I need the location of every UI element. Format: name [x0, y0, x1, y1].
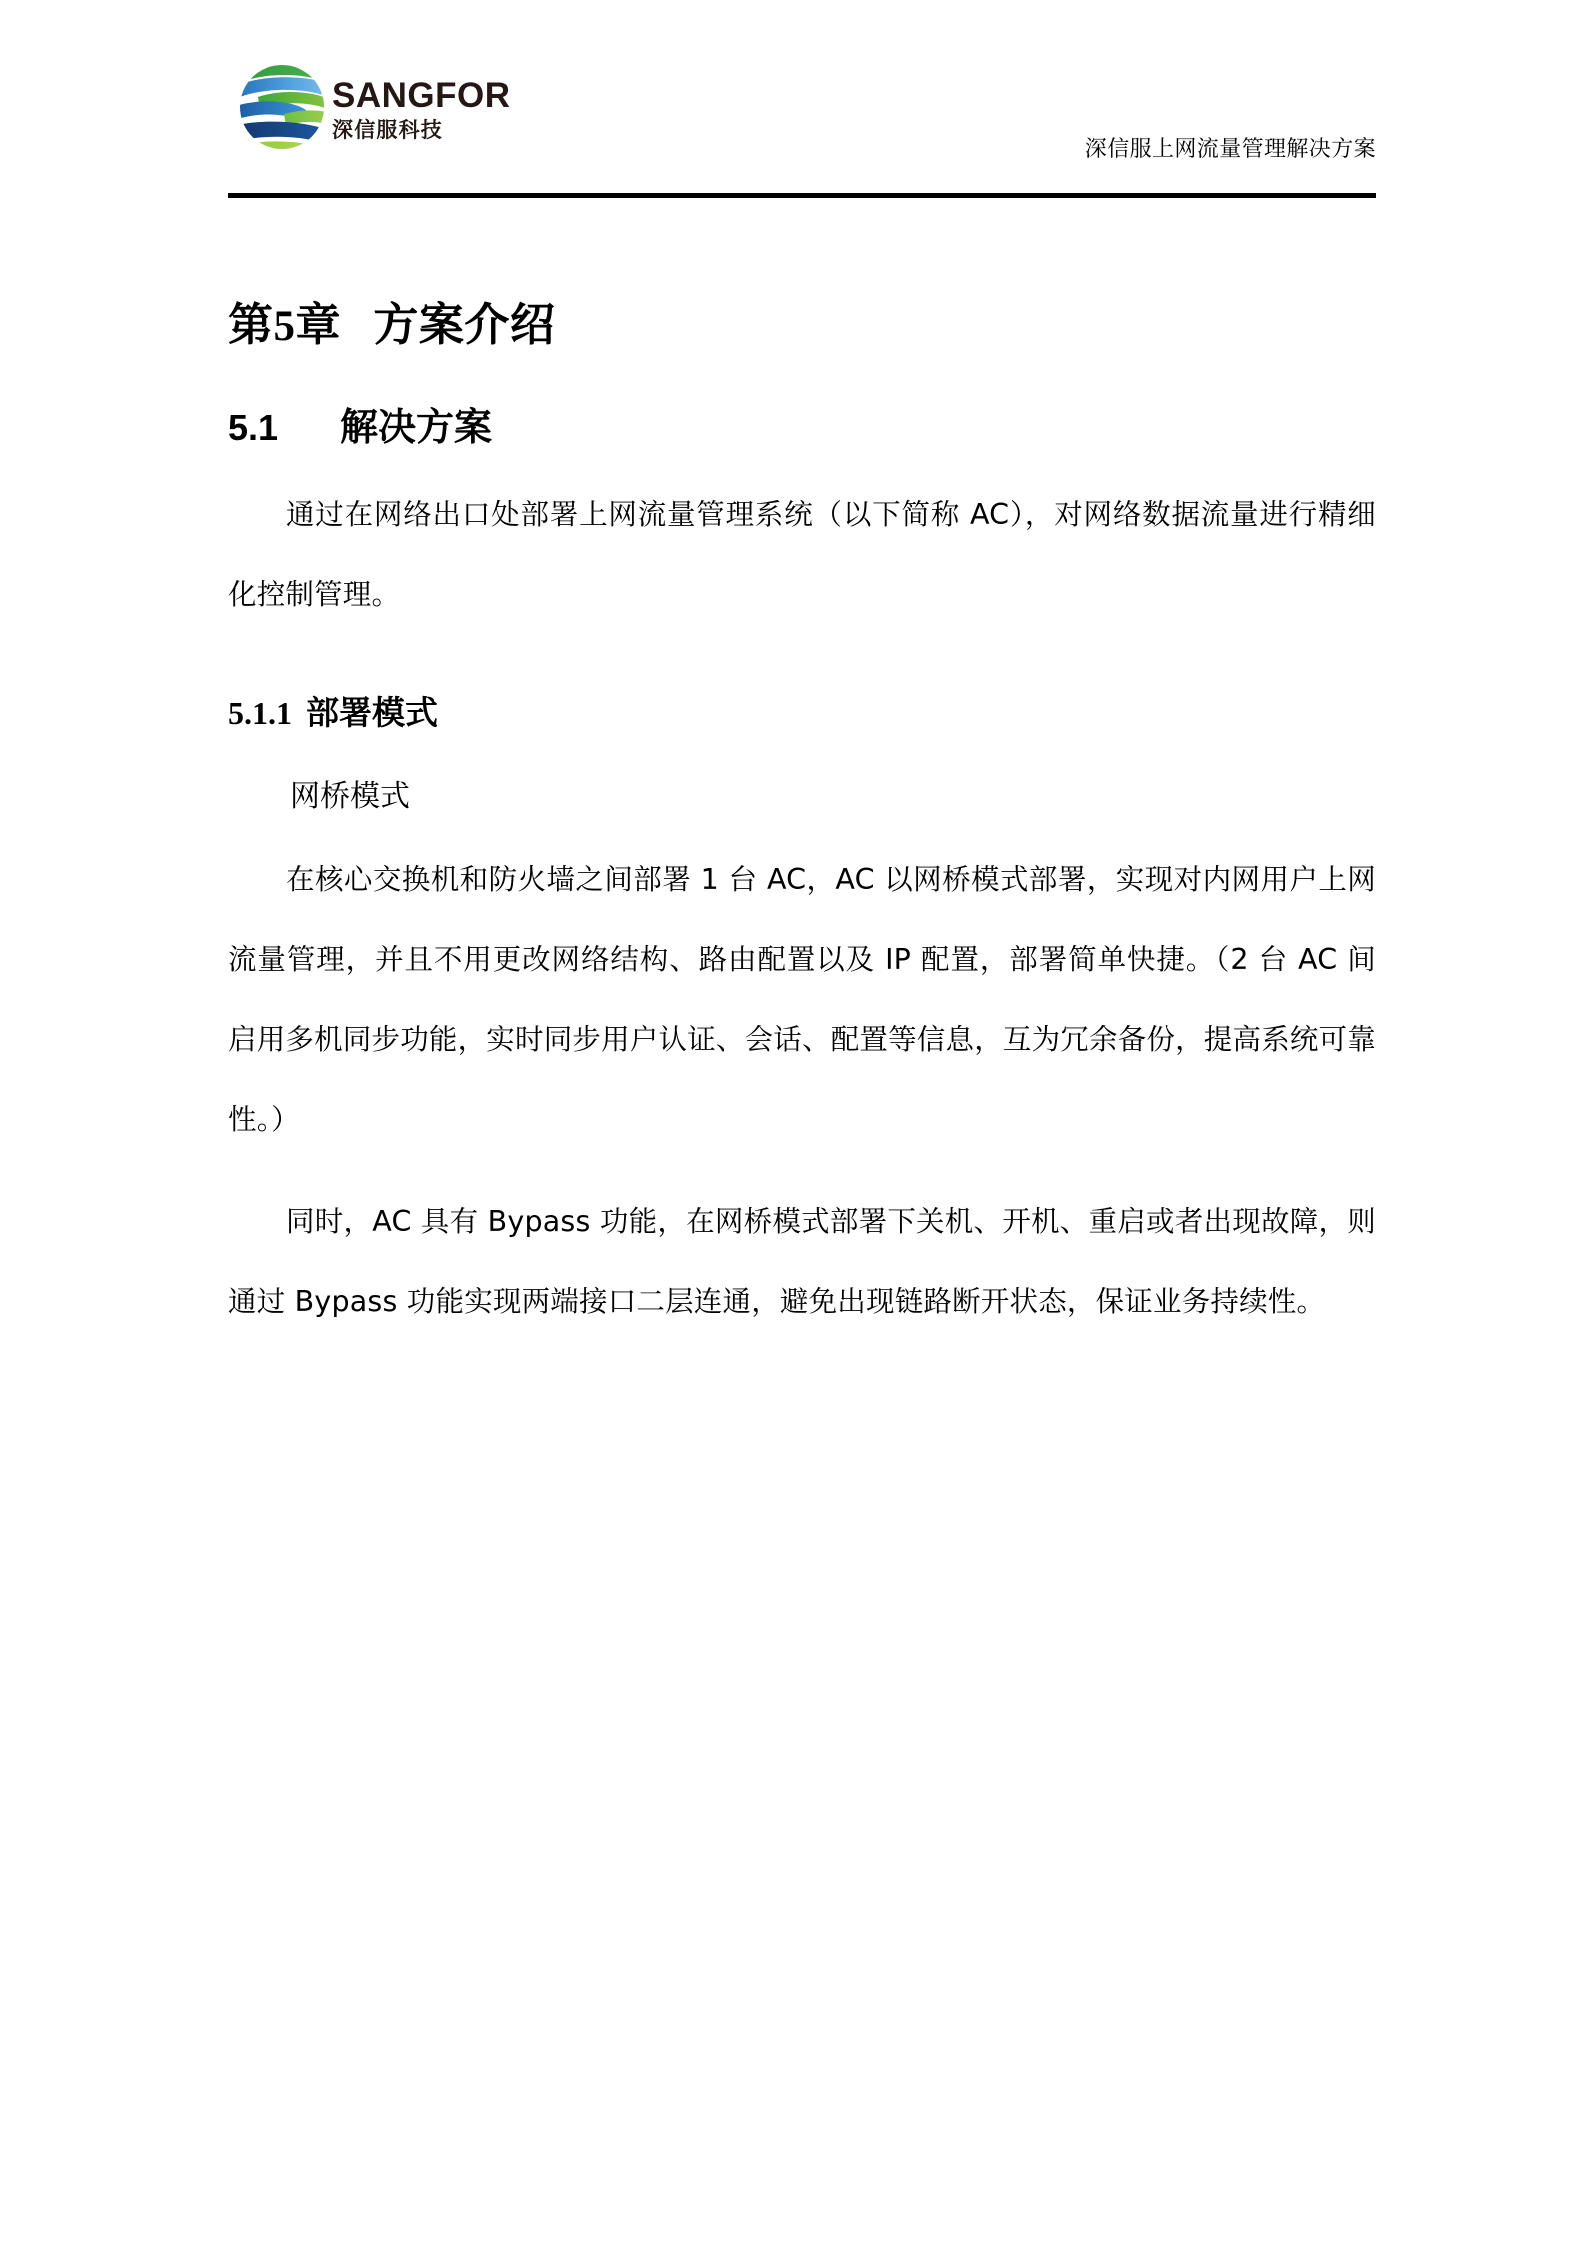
- section-heading: [228, 402, 1376, 453]
- section-paragraph: 通过在网络出口处部署上网流量管理系统（以下简称 AC），对网络数据流量进行精细化控制管理。: [228, 498, 1376, 612]
- sangfor-globe-logo-icon: [228, 52, 336, 162]
- brand-name-chinese: 深信服科技: [332, 117, 443, 142]
- section-number: 5.1: [228, 407, 279, 449]
- page-header: [228, 46, 1376, 196]
- subsection-heading-text: 部署模式: [306, 693, 438, 733]
- header-divider: [228, 193, 1376, 198]
- chapter-suffix: 章: [295, 298, 342, 351]
- brand-name: SANGFOR: [332, 76, 511, 115]
- sangfor-wordmark: [332, 78, 532, 143]
- document-content: [228, 255, 1376, 1342]
- subsection-number: 5.1.1: [228, 695, 292, 732]
- subsection-heading: [228, 691, 1376, 736]
- body-paragraph-1: 在核心交换机和防火墙之间部署 1 台 AC，AC 以网桥模式部署，实现对内网用户上网流量管理，并且不用更改网络结构、路由配置以及 IP 配置，部署简单快捷。（2 台 AC 间启用多机同步功能，实时同步用户认证、会话、配置等信息，互为冗余备份，提高系统可靠性。）: [228, 863, 1377, 1137]
- body-paragraph-2: 同时，AC 具有 Bypass 功能，在网桥模式部署下关机、开机、重启或者出现故障，则通过 Bypass 功能实现两端接口二层连通，避免出现链路断开状态，保证业务持续性。: [228, 1205, 1376, 1319]
- chapter-number: 5: [273, 303, 296, 350]
- chapter-heading-text: 方案介绍: [373, 298, 556, 351]
- deployment-mode-label: 网桥模式: [290, 779, 410, 815]
- chapter-prefix: 第: [228, 298, 274, 351]
- sangfor-logo: [228, 52, 528, 172]
- chapter-title: [228, 293, 1376, 357]
- section-heading-text: 解决方案: [340, 405, 493, 450]
- header-document-title: 深信服上网流量管理解决方案: [1084, 137, 1376, 162]
